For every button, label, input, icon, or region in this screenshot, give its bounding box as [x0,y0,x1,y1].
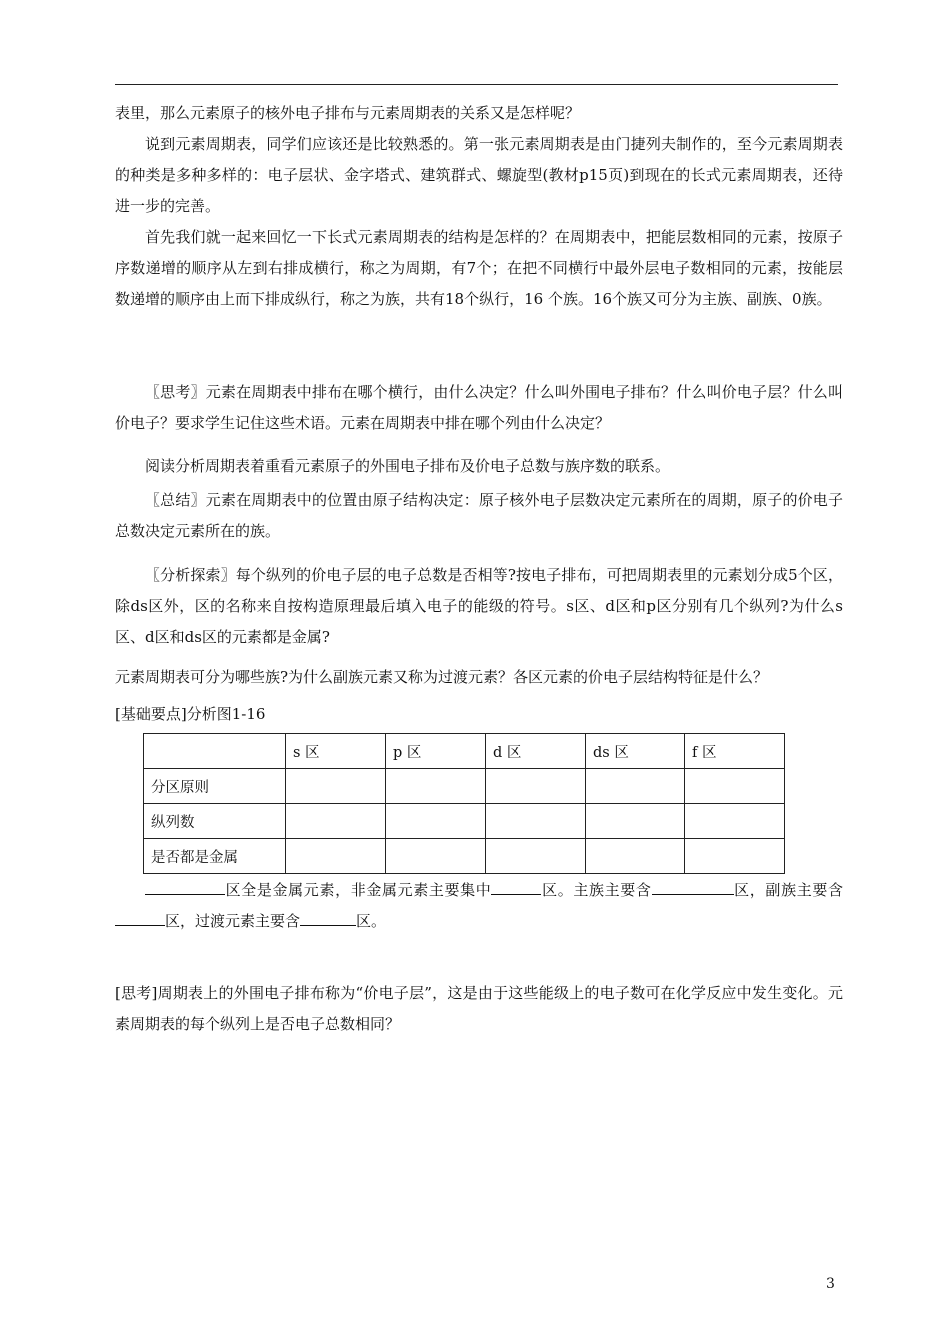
paragraph-summary: 〖总结〗元素在周期表中的位置由原子结构决定：原子核外电子层数决定元素所在的周期，原子的价电子总数决定元素所在的族。 [115,491,843,540]
row-label: 是否都是金属 [144,839,286,874]
table-header-cell: s 区 [286,734,386,769]
row-label: 分区原则 [144,769,286,804]
table-cell [486,804,586,839]
table-header-cell: p 区 [386,734,486,769]
table-cell [286,804,386,839]
table-cell [386,769,486,804]
table-cell [386,839,486,874]
table-cell [486,769,586,804]
paragraph-explore: 〖分析探索〗每个纵列的价电子层的电子总数是否相等?按电子排布，可把周期表里的元素划分成5个区，除ds区外，区的名称来自按构造原理最后填入电子的能级的符号。s区、d区和p区分别有几个纵列?为什么s区、d区和ds区的元素都是金属? [115,566,843,646]
fill-text: 区全是金属元素，非金属元素主要集中 [225,881,492,899]
table-row [144,839,785,874]
table-row [144,769,785,804]
table-cell [486,839,586,874]
table-cell [685,804,785,839]
table-cell [685,769,785,804]
fill-text: 区。主族主要含 [541,881,652,899]
header-rule [115,84,838,85]
paragraph-periodic-history: 说到元素周期表，同学们应该还是比较熟悉的。第一张元素周期表是由门捷列夫制作的，至今元素周期表的种类是多种多样的：电子层状、金字塔式、建筑群式、螺旋型(教材p15页)到现在的长式元素周期表，还待进一步的完善。 [115,135,843,215]
table-cell [286,839,386,874]
table-header-cell [144,734,286,769]
blank-line [652,878,734,895]
paragraph-read: 阅读分析周期表着重看元素原子的外围电子排布及价电子总数与族序数的联系。 [145,457,671,475]
table-header-row [144,734,785,769]
paragraph-think: 〖思考〗元素在周期表中排布在哪个横行，由什么决定？什么叫外围电子排布？什么叫价电子层？什么叫价电子？要求学生记住这些术语。元素在周期表中排在哪个列由什么决定？ [115,383,843,432]
table-header-cell: ds 区 [586,734,685,769]
blank-line [491,878,541,895]
paragraph-structure: 首先我们就一起来回忆一下长式元素周期表的结构是怎样的？在周期表中，把能层数相同的元素，按原子序数递增的顺序从左到右排成横行，称之为周期，有7个；在把不同横行中最外层电子数相同的元素，按能层数递增的顺序由上而下排成纵行，称之为族，共有18个纵行，16 个族。16个族又可分为主族、副族、0族。 [115,228,843,308]
fill-text: 区。 [356,912,387,930]
table-header-cell: f 区 [685,734,785,769]
paragraph-basics: [基础要点]分析图1-16 [115,705,266,723]
paragraph-groups: 元素周期表可分为哪些族?为什么副族元素又称为过渡元素？各区元素的价电子层结构特征是什么？ [115,668,769,686]
table-cell [586,804,685,839]
zone-table [143,733,785,874]
page-number: 3 [826,1276,835,1292]
table-cell [586,769,685,804]
paragraph-think-valence: [思考]周期表上的外围电子排布称为“价电子层”，这是由于这些能级上的电子数可在化学反应中发生变化。元素周期表的每个纵列上是否电子总数相同？ [115,984,843,1033]
table-cell [286,769,386,804]
table-row [144,804,785,839]
table-header-cell: d 区 [486,734,586,769]
blank-line [145,878,225,895]
fill-in-sentence [115,875,843,937]
fill-text: 区，副族主要含 [733,881,843,899]
table-cell [586,839,685,874]
table-cell [685,839,785,874]
blank-line [300,909,356,926]
blank-line [115,909,165,926]
table-cell [386,804,486,839]
row-label: 纵列数 [144,804,286,839]
fill-text: 区，过渡元素主要含 [165,912,301,930]
paragraph-intro: 表里，那么元素原子的核外电子排布与元素周期表的关系又是怎样呢？ [115,104,581,122]
